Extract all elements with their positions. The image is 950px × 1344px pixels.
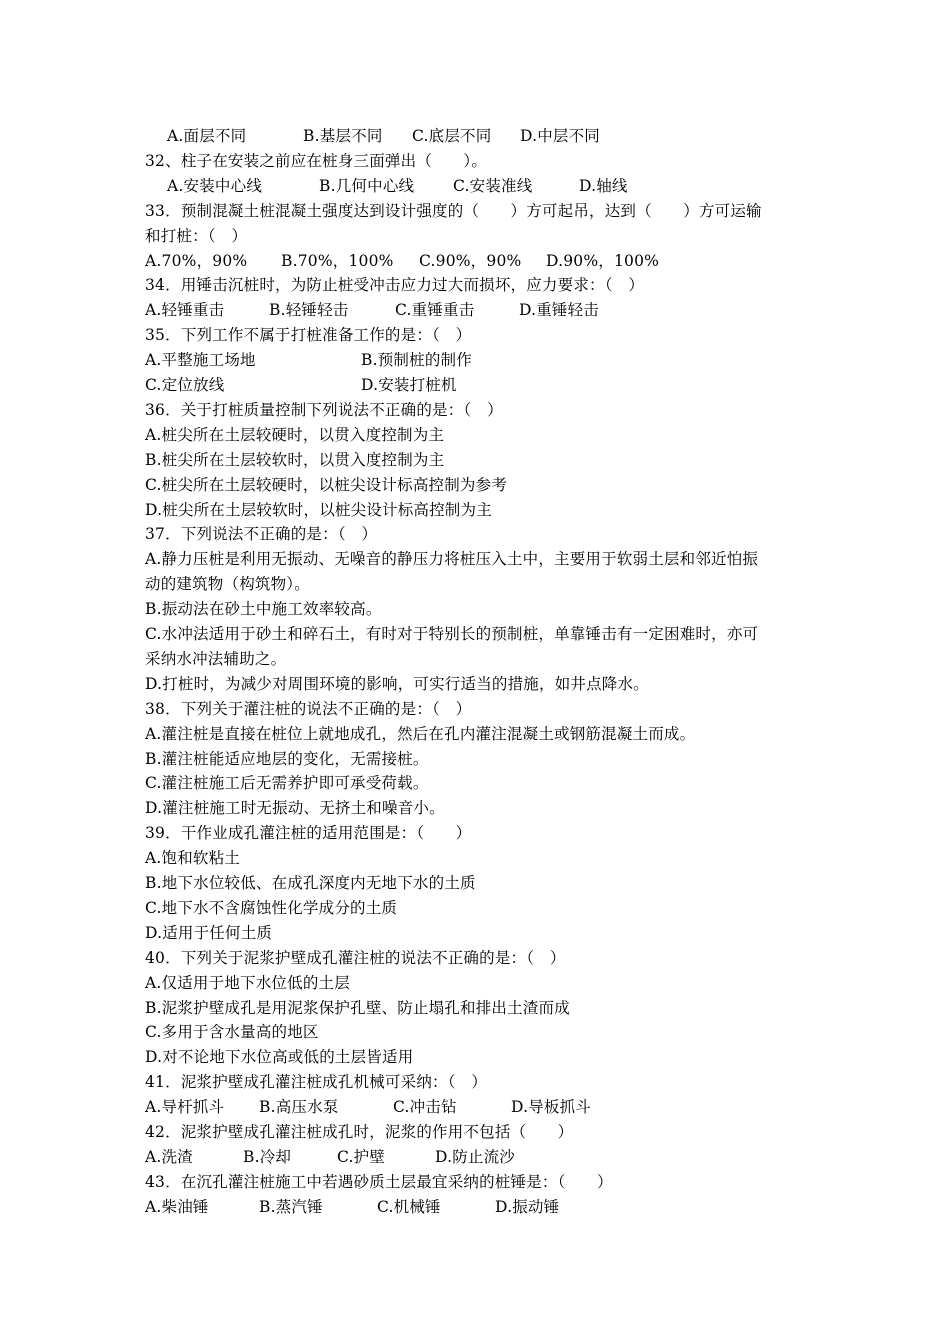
q37-option-c-cont: 采纳水冲法辅助之。 bbox=[145, 649, 287, 668]
option-a: A.轻锤重击 bbox=[145, 301, 225, 320]
option-a: A.面层不同 bbox=[167, 127, 247, 145]
q33-question: 33．预制混凝土桩混凝土强度达到设计强度的（ ）方可起吊，达到（ ）方可运输 bbox=[145, 201, 762, 220]
option-a: C.定位放线 bbox=[145, 376, 225, 394]
q36-option-c: C.桩尖所在土层较硬时，以桩尖设计标高控制为参考 bbox=[145, 475, 508, 494]
option-a: A.70%，90% bbox=[145, 251, 248, 270]
option-a: A.柴油锤 bbox=[145, 1197, 209, 1216]
q38-option-b: B.灌注桩能适应地层的变化，无需接桩。 bbox=[145, 749, 429, 768]
q35-question: 35．下列工作不属于打桩准备工作的是：（ ） bbox=[145, 326, 472, 345]
q37-option-c: C.水冲法适用于砂土和碎石土，有时对于特别长的预制桩，单靠锤击有一定困难时，亦可 bbox=[145, 625, 759, 643]
q33-question-cont: 和打桩：（ ） bbox=[145, 226, 248, 245]
option-b: B.轻锤轻击 bbox=[269, 301, 349, 320]
option-d: D.防止流沙 bbox=[435, 1147, 516, 1166]
option-c: C.护壁 bbox=[337, 1147, 386, 1166]
q40-option-b: B.泥浆护壁成孔是用泥浆保护孔壁、防止塌孔和排出土渣而成 bbox=[145, 998, 570, 1017]
option-d: D.中层不同 bbox=[520, 127, 601, 145]
option-a: A.平整施工场地 bbox=[145, 351, 256, 370]
q41-question: 41．泥浆护壁成孔灌注桩成孔机械可采纳：（ ） bbox=[145, 1073, 488, 1092]
q37-question: 37．下列说法不正确的是：（ ） bbox=[145, 525, 378, 544]
q38-option-d: D.灌注桩施工时无振动、无挤土和噪音小。 bbox=[145, 799, 445, 818]
q39-option-b: B.地下水位较低、在成孔深度内无地下水的土质 bbox=[145, 874, 476, 892]
q35-options-ab bbox=[145, 348, 825, 373]
q38-option-a: A.灌注桩是直接在桩位上就地成孔，然后在孔内灌注混凝土或钢筋混凝土而成。 bbox=[145, 724, 696, 743]
option-b: B.几何中心线 bbox=[319, 176, 415, 195]
q31-options bbox=[145, 124, 825, 149]
option-d: D.轴线 bbox=[579, 176, 628, 195]
q32-question: 32、柱子在安装之前应在桩身三面弹出（ ）。 bbox=[145, 151, 488, 170]
q36-option-b: B.桩尖所在土层较软时，以贯入度控制为主 bbox=[145, 450, 445, 469]
option-b: B.蒸汽锤 bbox=[259, 1197, 323, 1216]
q38-option-c: C.灌注桩施工后无需养护即可承受荷载。 bbox=[145, 774, 429, 793]
q36-option-a: A.桩尖所在土层较硬时，以贯入度控制为主 bbox=[145, 425, 445, 444]
option-a: A.安装中心线 bbox=[167, 176, 263, 195]
option-b: B.高压水泵 bbox=[259, 1098, 339, 1117]
option-c: C.底层不同 bbox=[412, 127, 492, 145]
option-c: C.冲击钻 bbox=[393, 1098, 457, 1117]
option-c: C.机械锤 bbox=[377, 1197, 441, 1216]
option-c: C.90%，90% bbox=[419, 251, 522, 270]
option-d: D.振动锤 bbox=[495, 1197, 560, 1216]
q41-options bbox=[145, 1095, 825, 1120]
q40-option-d: D.对不论地下水位高或低的土层皆适用 bbox=[145, 1048, 414, 1067]
q43-question: 43．在沉孔灌注桩施工中若遇砂质土层最宜采纳的桩锤是：（ ） bbox=[145, 1172, 613, 1191]
option-a: A.洗渣 bbox=[145, 1147, 193, 1166]
option-d: D.90%，100% bbox=[546, 251, 660, 270]
q42-options bbox=[145, 1145, 825, 1170]
option-b: D.安装打桩机 bbox=[361, 376, 457, 394]
q40-option-a: A.仅适用于地下水位低的土层 bbox=[145, 973, 350, 992]
q40-question: 40．下列关于泥浆护壁成孔灌注桩的说法不正确的是：（ ） bbox=[145, 948, 566, 967]
q34-options bbox=[145, 298, 825, 323]
q36-option-d: D.桩尖所在土层较软时，以桩尖设计标高控制为主 bbox=[145, 500, 492, 519]
q40-option-c: C.多用于含水量高的地区 bbox=[145, 1023, 319, 1042]
option-b: B.预制桩的制作 bbox=[361, 351, 472, 370]
q35-options-cd bbox=[145, 373, 825, 398]
option-b: B.70%，100% bbox=[281, 251, 394, 270]
q34-question: 34．用锤击沉桩时，为防止桩受冲击应力过大而损坏，应力要求：（ ） bbox=[145, 276, 645, 295]
q42-question: 42．泥浆护壁成孔灌注桩成孔时，泥浆的作用不包括（ ） bbox=[145, 1123, 574, 1141]
option-c: C.安装准线 bbox=[453, 176, 533, 195]
q39-option-d: D.适用于任何土质 bbox=[145, 923, 273, 942]
q39-option-a: A.饱和软粘土 bbox=[145, 849, 241, 868]
q39-option-c: C.地下水不含腐蚀性化学成分的土质 bbox=[145, 898, 398, 917]
q36-question: 36．关于打桩质量控制下列说法不正确的是：（ ） bbox=[145, 400, 503, 419]
option-a: A.导杆抓斗 bbox=[145, 1098, 225, 1117]
q32-options bbox=[145, 174, 825, 199]
q33-options bbox=[145, 249, 825, 274]
option-c: C.重锤重击 bbox=[395, 301, 475, 320]
option-b: B.冷却 bbox=[243, 1147, 292, 1166]
option-b: B.基层不同 bbox=[303, 127, 383, 145]
option-d: D.导板抓斗 bbox=[511, 1098, 592, 1117]
q37-option-a-cont: 动的建筑物（构筑物）。 bbox=[145, 575, 310, 594]
q37-option-b: B.振动法在砂土中施工效率较高。 bbox=[145, 600, 382, 619]
q37-option-a: A.静力压桩是利用无振动、无噪音的静压力将桩压入土中，主要用于软弱土层和邻近怕振 bbox=[145, 550, 759, 569]
option-d: D.重锤轻击 bbox=[519, 301, 600, 320]
q43-options bbox=[145, 1195, 825, 1220]
q37-option-d: D.打桩时，为减少对周围环境的影响，可实行适当的措施，如井点降水。 bbox=[145, 674, 649, 693]
q39-question: 39．干作业成孔灌注桩的适用范围是：（ ） bbox=[145, 824, 472, 843]
q38-question: 38．下列关于灌注桩的说法不正确的是：（ ） bbox=[145, 699, 472, 718]
